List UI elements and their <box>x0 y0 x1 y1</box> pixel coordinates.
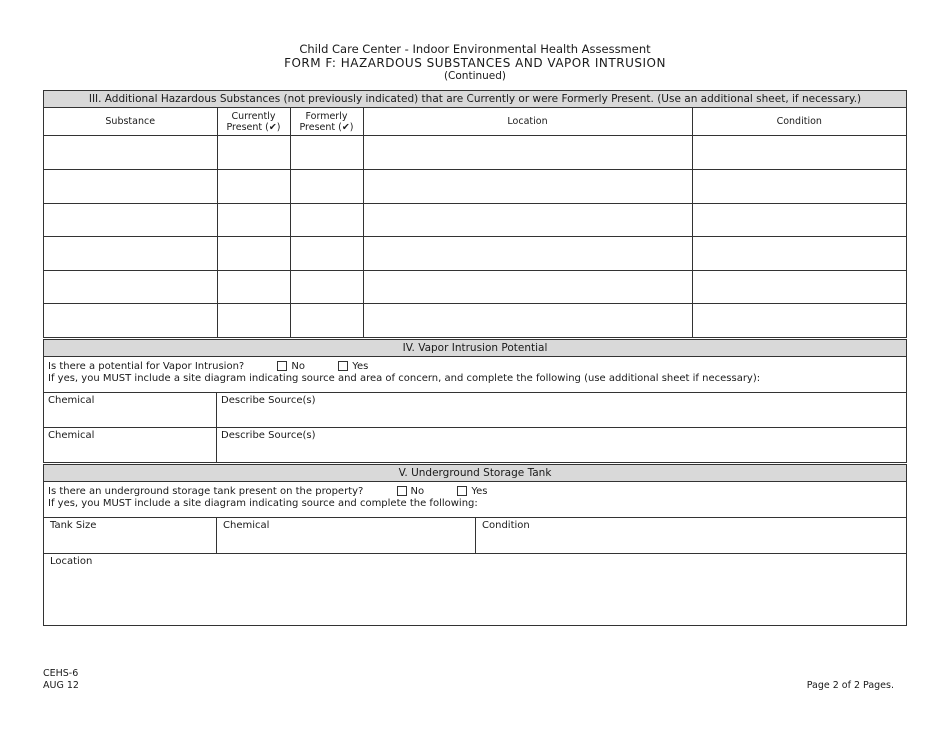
vapor-yes-label: Yes <box>352 361 369 372</box>
chemical-field[interactable] <box>44 393 217 427</box>
tank-details-row <box>44 518 906 554</box>
tank-chemical-label: Chemical <box>223 520 270 531</box>
condition-cell[interactable] <box>692 237 906 271</box>
condition-cell[interactable] <box>692 170 906 204</box>
page-info: Page 2 of 2 Pages. <box>806 680 894 691</box>
section-vapor-intrusion <box>43 339 907 463</box>
source-field[interactable] <box>217 428 906 462</box>
footer-form-code <box>43 668 79 692</box>
form-date: AUG 12 <box>43 680 79 691</box>
tank-yes-checkbox[interactable] <box>457 486 467 496</box>
condition-cell[interactable] <box>692 204 906 237</box>
substance-cell[interactable] <box>44 204 217 237</box>
formerly-present-cell[interactable] <box>290 237 363 271</box>
col-condition: Condition <box>692 108 906 136</box>
currently-present-cell[interactable] <box>217 204 290 237</box>
col-currently-line2: Present (✔) <box>226 121 281 133</box>
substances-table <box>44 108 906 337</box>
formerly-present-cell[interactable] <box>290 170 363 204</box>
section-iv-title: IV. Vapor Intrusion Potential <box>44 340 906 357</box>
tank-no-option[interactable] <box>397 486 425 498</box>
chemical-field[interactable] <box>44 428 217 462</box>
vapor-no-option[interactable] <box>277 361 305 373</box>
substance-cell[interactable] <box>44 136 217 170</box>
col-currently-present <box>217 108 290 136</box>
tank-condition-label: Condition <box>482 520 530 531</box>
condition-cell[interactable] <box>692 304 906 337</box>
table-row <box>44 304 906 337</box>
form-name: FORM F: HAZARDOUS SUBSTANCES AND VAPOR INTRUSION <box>284 56 666 70</box>
currently-present-cell[interactable] <box>217 170 290 204</box>
tank-location-label: Location <box>50 556 93 567</box>
vapor-question: Is there a potential for Vapor Intrusion? <box>48 361 245 372</box>
location-cell[interactable] <box>363 304 692 337</box>
table-row <box>44 237 906 271</box>
vapor-question-block <box>44 357 906 393</box>
chemical-label: Chemical <box>48 430 95 441</box>
vapor-no-checkbox[interactable] <box>277 361 287 371</box>
substance-cell[interactable] <box>44 304 217 337</box>
col-substance: Substance <box>44 108 217 136</box>
tank-question-block <box>44 482 906 518</box>
tank-question: Is there an underground storage tank present on the property? <box>48 486 364 497</box>
substances-header-row <box>44 108 906 136</box>
source-label: Describe Source(s) <box>221 430 316 441</box>
vapor-chemical-row-1 <box>44 393 906 428</box>
source-label: Describe Source(s) <box>221 395 316 406</box>
section-iii-title: III. Additional Hazardous Substances (not previously indicated) that are Currently or were Formerly Present. (Use an additional sheet, if necessary.) <box>44 91 906 108</box>
table-row <box>44 136 906 170</box>
currently-present-cell[interactable] <box>217 237 290 271</box>
tank-location-field[interactable] <box>44 554 906 624</box>
formerly-present-cell[interactable] <box>290 204 363 237</box>
section-underground-storage-tank <box>43 464 907 626</box>
continued-label: (Continued) <box>443 70 507 82</box>
tank-yes-option[interactable] <box>457 486 487 498</box>
tank-chemical-field[interactable] <box>217 518 476 553</box>
tank-size-field[interactable] <box>44 518 217 553</box>
tank-instruction: If yes, you MUST include a site diagram indicating source and complete the following: <box>48 498 478 509</box>
tank-no-checkbox[interactable] <box>397 486 407 496</box>
col-formerly-line2: Present (✔) <box>299 121 354 133</box>
source-field[interactable] <box>217 393 906 427</box>
currently-present-cell[interactable] <box>217 271 290 304</box>
table-row <box>44 204 906 237</box>
location-cell[interactable] <box>363 204 692 237</box>
vapor-yes-checkbox[interactable] <box>338 361 348 371</box>
table-row <box>44 170 906 204</box>
condition-cell[interactable] <box>692 136 906 170</box>
col-location: Location <box>363 108 692 136</box>
substance-cell[interactable] <box>44 237 217 271</box>
form-code: CEHS-6 <box>43 668 79 679</box>
tank-size-label: Tank Size <box>50 520 97 531</box>
col-currently-line1: Currently <box>231 110 276 122</box>
location-cell[interactable] <box>363 271 692 304</box>
chemical-label: Chemical <box>48 395 95 406</box>
vapor-chemical-row-2 <box>44 428 906 462</box>
substance-cell[interactable] <box>44 271 217 304</box>
formerly-present-cell[interactable] <box>290 136 363 170</box>
vapor-instruction: If yes, you MUST include a site diagram indicating source and area of concern, and complete the following (use additional sheet if necessary): <box>48 373 761 384</box>
vapor-no-label: No <box>291 361 306 372</box>
tank-yes-label: Yes <box>471 486 488 497</box>
formerly-present-cell[interactable] <box>290 304 363 337</box>
tank-condition-field[interactable] <box>476 518 906 553</box>
substance-cell[interactable] <box>44 170 217 204</box>
condition-cell[interactable] <box>692 271 906 304</box>
location-cell[interactable] <box>363 136 692 170</box>
col-formerly-present <box>290 108 363 136</box>
col-formerly-line1: Formerly <box>305 110 348 122</box>
currently-present-cell[interactable] <box>217 136 290 170</box>
tank-no-label: No <box>410 486 425 497</box>
form-header-title: Child Care Center - Indoor Environmental Health Assessment <box>299 42 651 56</box>
section-v-title: V. Underground Storage Tank <box>44 465 906 482</box>
vapor-yes-option[interactable] <box>338 361 368 373</box>
table-row <box>44 271 906 304</box>
section-hazardous-substances <box>43 90 907 338</box>
location-cell[interactable] <box>363 170 692 204</box>
currently-present-cell[interactable] <box>217 304 290 337</box>
location-cell[interactable] <box>363 237 692 271</box>
formerly-present-cell[interactable] <box>290 271 363 304</box>
